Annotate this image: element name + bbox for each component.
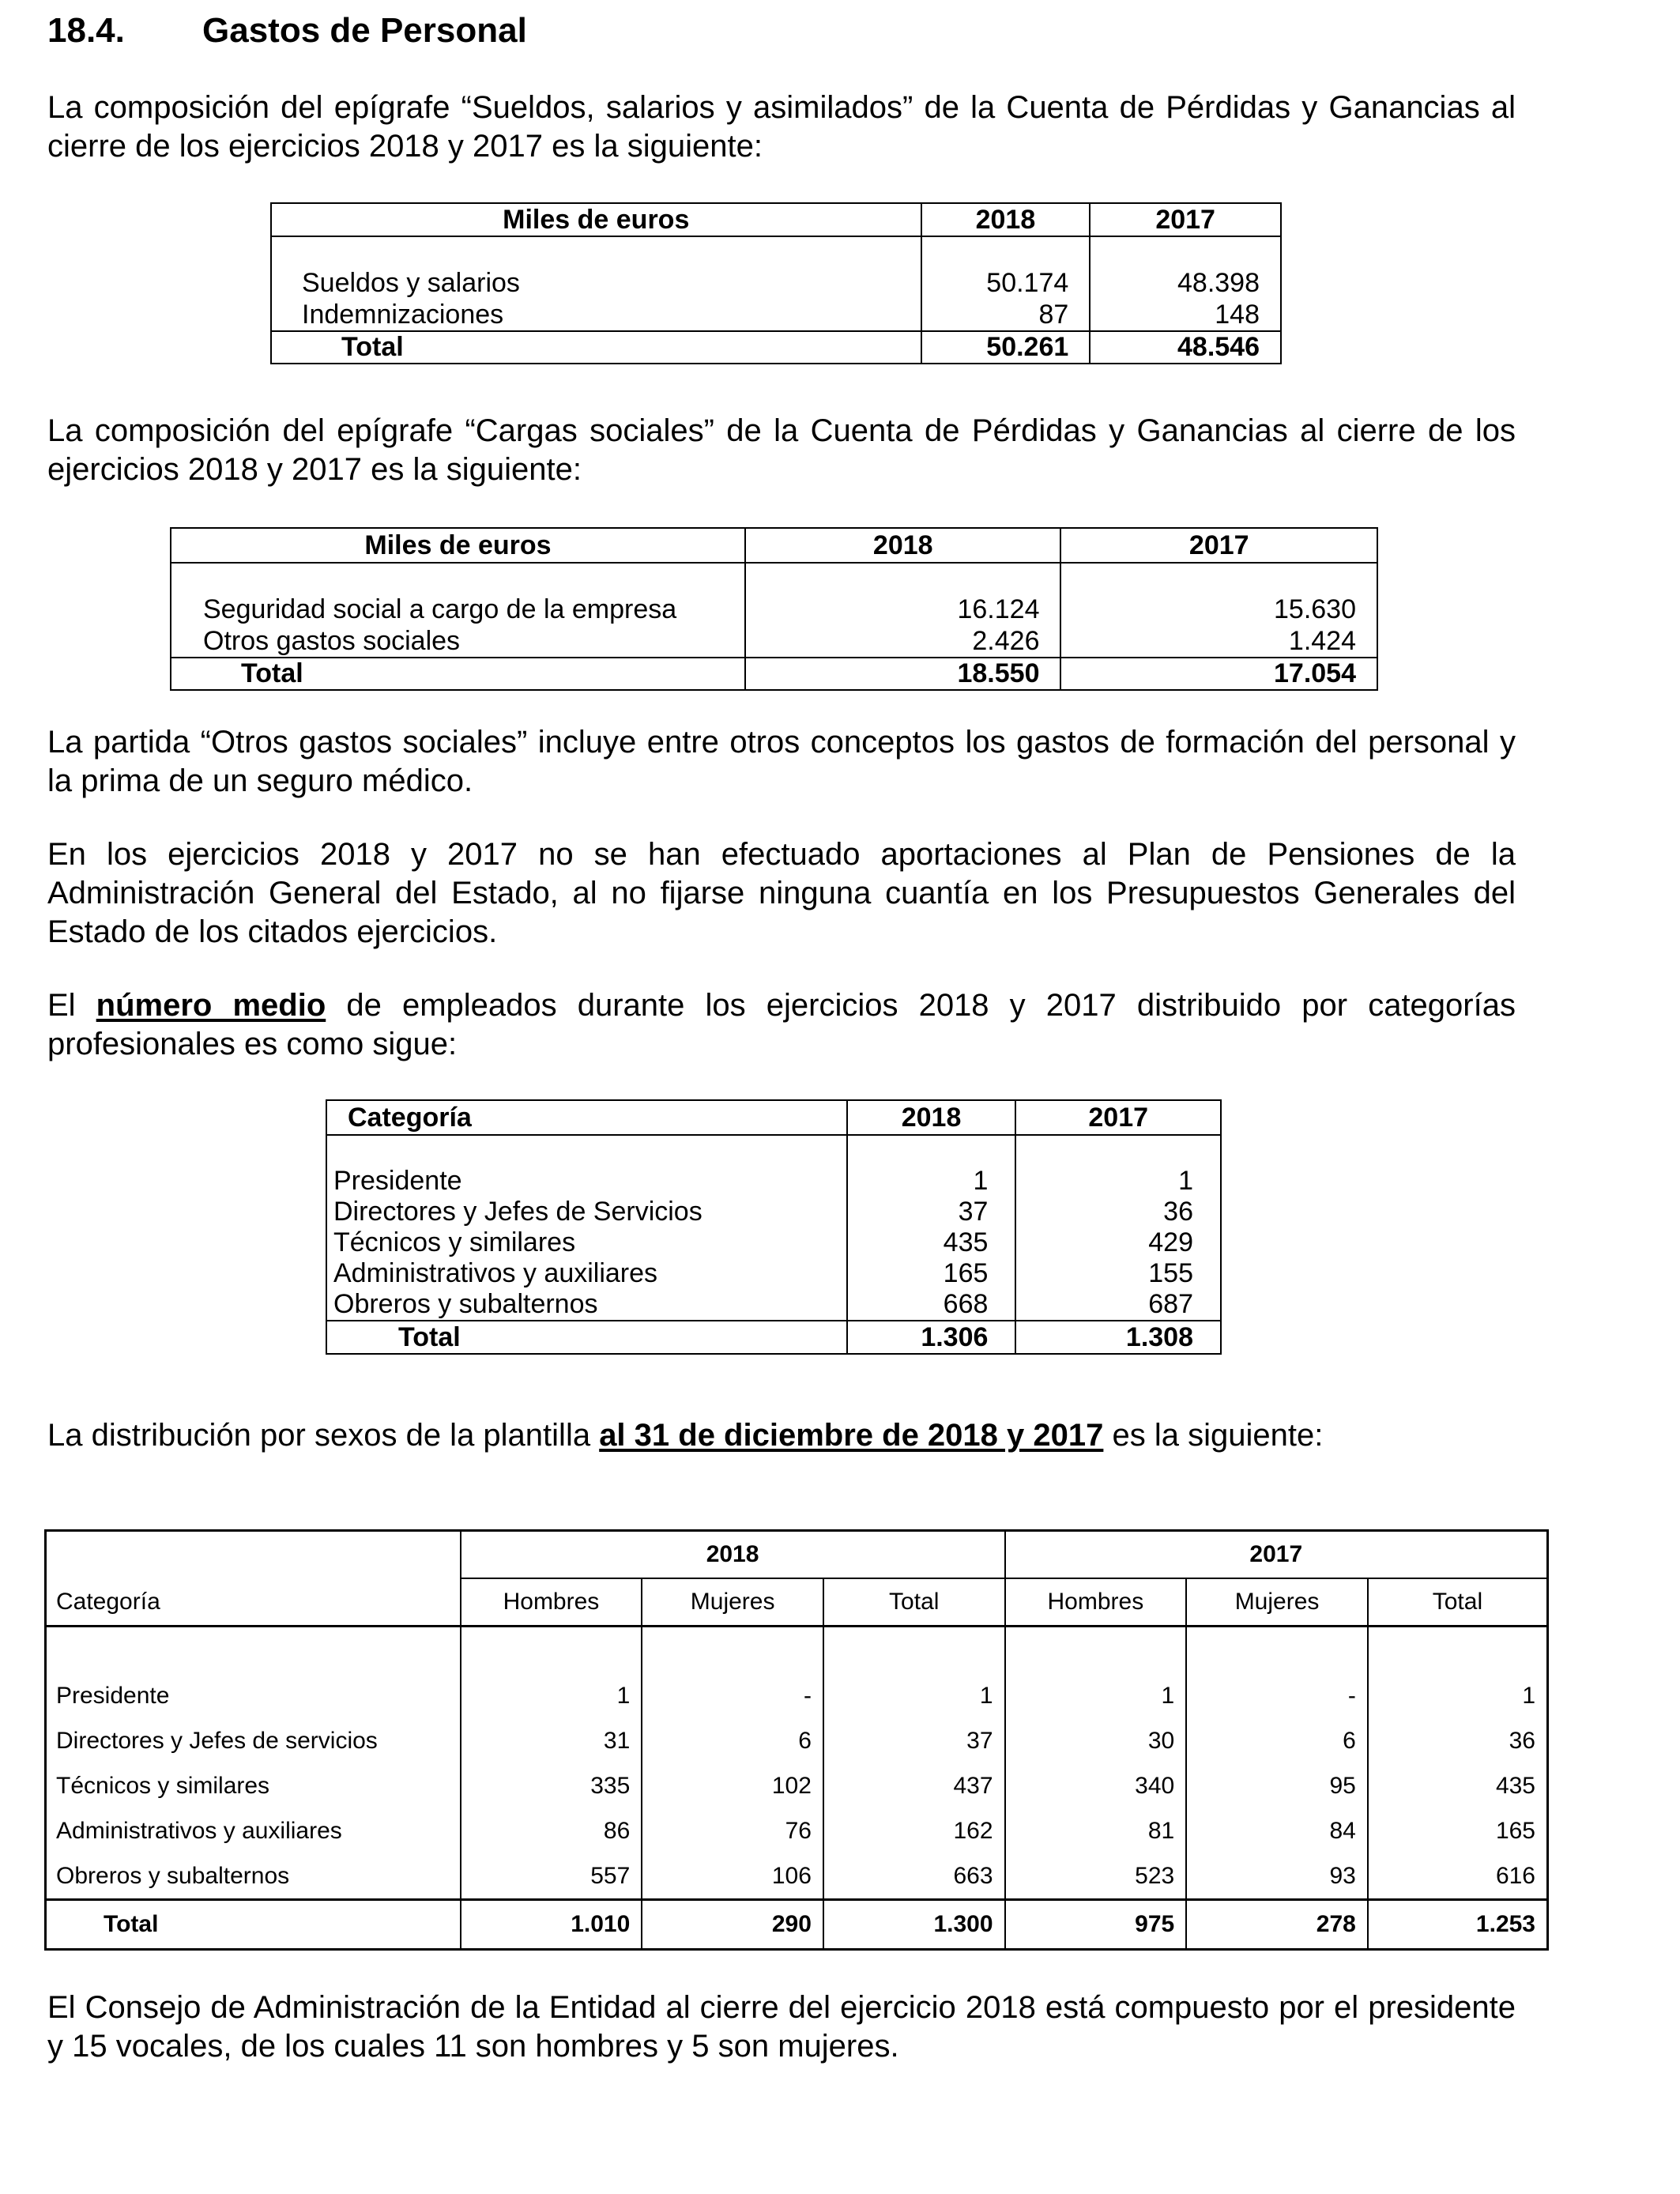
value-cell: 668 [847, 1289, 1016, 1321]
table-distribucion-sexos [44, 1529, 1549, 1951]
row-label: Técnicos y similares [326, 1227, 847, 1258]
value-cell: 165 [847, 1258, 1016, 1289]
value-cell: 2.426 [745, 625, 1060, 658]
subheader-cell: Mujeres [642, 1578, 823, 1627]
value-cell: 1.424 [1060, 625, 1377, 658]
total-value: 1.300 [823, 1900, 1005, 1950]
value-cell: 48.398 [1090, 267, 1281, 299]
paragraph-consejo: El Consejo de Administración de la Entidad al cierre del ejercicio 2018 está compuesto por el presidente y 15 vocales, de los cuales 11 son hombres y 5 son mujeres. [47, 1990, 1516, 2064]
row-label: Presidente [326, 1166, 847, 1197]
value-cell: 76 [642, 1808, 823, 1853]
value-cell: 429 [1015, 1227, 1221, 1258]
table-sueldos [270, 202, 1282, 364]
header-cell: 2017 [1090, 203, 1281, 236]
total-value: 278 [1186, 1900, 1368, 1950]
value-cell: 30 [1005, 1718, 1187, 1763]
value-cell: 36 [1015, 1197, 1221, 1227]
emphasis-numero-medio: número medio [96, 988, 326, 1023]
header-cell: 2017 [1060, 528, 1377, 563]
value-cell: 523 [1005, 1853, 1187, 1900]
table-row [326, 1289, 1221, 1321]
value-cell: 84 [1186, 1808, 1368, 1853]
table-header-row [326, 1100, 1221, 1135]
total-value: 50.261 [921, 331, 1090, 364]
value-cell: 102 [642, 1763, 823, 1808]
value-cell: 437 [823, 1763, 1005, 1808]
paragraph-plan-pensiones: En los ejercicios 2018 y 2017 no se han efectuado aportaciones al Plan de Pensiones de la Administración General del Estado, al no fijarse ninguna cuantía en los Presupuestos Generales del Estado de los citados ejercicios. [47, 837, 1516, 949]
total-value: 1.253 [1368, 1900, 1548, 1950]
value-cell: 86 [461, 1808, 642, 1853]
value-cell: 1 [461, 1673, 642, 1718]
table-row [271, 299, 1281, 331]
table-row [326, 1166, 1221, 1197]
row-label: Directores y Jefes de servicios [46, 1718, 461, 1763]
value-cell: 50.174 [921, 267, 1090, 299]
header-cell: Miles de euros [271, 203, 921, 236]
section-number: 18.4. [47, 11, 125, 50]
table-row [46, 1808, 1548, 1853]
value-cell: 1 [847, 1166, 1016, 1197]
value-cell: 162 [823, 1808, 1005, 1853]
value-cell: 37 [847, 1197, 1016, 1227]
paragraph-sueldos-intro: La composición del epígrafe “Sueldos, salarios y asimilados” de la Cuenta de Pérdidas y Ganancias al cierre de los ejercicios 2018 y 2017 es la siguiente: [47, 90, 1516, 164]
table-row [171, 594, 1377, 625]
value-cell: 340 [1005, 1763, 1187, 1808]
total-value: 290 [642, 1900, 823, 1950]
category-header: Categoría [46, 1578, 461, 1627]
value-cell: 6 [1186, 1718, 1368, 1763]
subheader-cell: Total [823, 1578, 1005, 1627]
table-header-row [171, 528, 1377, 563]
row-label: Técnicos y similares [46, 1763, 461, 1808]
total-value: 18.550 [745, 658, 1060, 690]
value-cell: 1 [1005, 1673, 1187, 1718]
row-label: Otros gastos sociales [171, 625, 745, 658]
value-cell: 6 [642, 1718, 823, 1763]
emphasis-fecha: al 31 de diciembre de 2018 y 2017 [599, 1418, 1104, 1453]
total-value: 48.546 [1090, 331, 1281, 364]
total-label: Total [326, 1321, 847, 1354]
table-total-row [271, 331, 1281, 364]
value-cell: 616 [1368, 1853, 1548, 1900]
header-cell: 2018 [745, 528, 1060, 563]
value-cell: 1 [1015, 1166, 1221, 1197]
table-row [326, 1197, 1221, 1227]
header-cell: 2018 [921, 203, 1090, 236]
value-cell: 1 [1368, 1673, 1548, 1718]
row-label: Presidente [46, 1673, 461, 1718]
value-cell: 37 [823, 1718, 1005, 1763]
section-heading [47, 11, 527, 51]
value-cell: 155 [1015, 1258, 1221, 1289]
subheader-cell: Total [1368, 1578, 1548, 1627]
paragraph-distribucion-sexos: La distribución por sexos de la plantilla al 31 de diciembre de 2018 y 2017 es la siguiente: [47, 1418, 1324, 1453]
row-label: Administrativos y auxiliares [46, 1808, 461, 1853]
total-value: 17.054 [1060, 658, 1377, 690]
value-cell: 93 [1186, 1853, 1368, 1900]
value-cell: 663 [823, 1853, 1005, 1900]
table-row [46, 1673, 1548, 1718]
year-header: 2017 [1005, 1531, 1548, 1579]
value-cell: 95 [1186, 1763, 1368, 1808]
value-cell: 106 [642, 1853, 823, 1900]
total-value: 1.306 [847, 1321, 1016, 1354]
section-title: Gastos de Personal [202, 11, 527, 50]
total-value: 1.308 [1015, 1321, 1221, 1354]
total-label: Total [171, 658, 745, 690]
table-cargas-sociales [170, 527, 1378, 691]
header-cell: 2018 [847, 1100, 1016, 1135]
value-cell: 435 [847, 1227, 1016, 1258]
table-total-row [171, 658, 1377, 690]
row-label: Seguridad social a cargo de la empresa [171, 594, 745, 625]
row-label: Administrativos y auxiliares [326, 1258, 847, 1289]
value-cell: 36 [1368, 1718, 1548, 1763]
value-cell: 165 [1368, 1808, 1548, 1853]
value-cell: 435 [1368, 1763, 1548, 1808]
row-label: Indemnizaciones [271, 299, 921, 331]
paragraph-numero-medio: El número medio de empleados durante los ejercicios 2018 y 2017 distribuido por categorías profesionales es como sigue: [47, 988, 1516, 1061]
table-row [171, 625, 1377, 658]
row-label: Directores y Jefes de Servicios [326, 1197, 847, 1227]
table-header-row [271, 203, 1281, 236]
value-cell: 335 [461, 1763, 642, 1808]
paragraph-otros-gastos: La partida “Otros gastos sociales” incluye entre otros conceptos los gastos de formación del personal y la prima de un seguro médico. [47, 725, 1516, 798]
table-year-row [46, 1531, 1548, 1579]
total-value: 1.010 [461, 1900, 642, 1950]
header-cell: Miles de euros [171, 528, 745, 563]
table-row [46, 1763, 1548, 1808]
value-cell: 15.630 [1060, 594, 1377, 625]
subheader-cell: Hombres [1005, 1578, 1187, 1627]
subheader-cell: Hombres [461, 1578, 642, 1627]
total-label: Total [46, 1900, 461, 1950]
value-cell: 557 [461, 1853, 642, 1900]
value-cell: 81 [1005, 1808, 1187, 1853]
total-label: Total [271, 331, 921, 364]
value-cell: 16.124 [745, 594, 1060, 625]
paragraph-cargas-intro: La composición del epígrafe “Cargas sociales” de la Cuenta de Pérdidas y Ganancias al cierre de los ejercicios 2018 y 2017 es la siguiente: [47, 413, 1516, 487]
table-row [326, 1227, 1221, 1258]
table-subheader-row [46, 1578, 1548, 1627]
value-cell: 1 [823, 1673, 1005, 1718]
value-cell: - [642, 1673, 823, 1718]
table-row [46, 1853, 1548, 1900]
table-total-row [326, 1321, 1221, 1354]
value-cell: - [1186, 1673, 1368, 1718]
header-cell: Categoría [326, 1100, 847, 1135]
row-label: Sueldos y salarios [271, 267, 921, 299]
total-value: 975 [1005, 1900, 1187, 1950]
table-total-row [46, 1900, 1548, 1950]
value-cell: 687 [1015, 1289, 1221, 1321]
table-row [326, 1258, 1221, 1289]
year-header: 2018 [461, 1531, 1005, 1579]
table-row [46, 1718, 1548, 1763]
subheader-cell: Mujeres [1186, 1578, 1368, 1627]
value-cell: 31 [461, 1718, 642, 1763]
row-label: Obreros y subalternos [326, 1289, 847, 1321]
value-cell: 148 [1090, 299, 1281, 331]
table-numero-medio [326, 1099, 1222, 1355]
header-cell: 2017 [1015, 1100, 1221, 1135]
value-cell: 87 [921, 299, 1090, 331]
row-label: Obreros y subalternos [46, 1853, 461, 1900]
table-row [271, 267, 1281, 299]
